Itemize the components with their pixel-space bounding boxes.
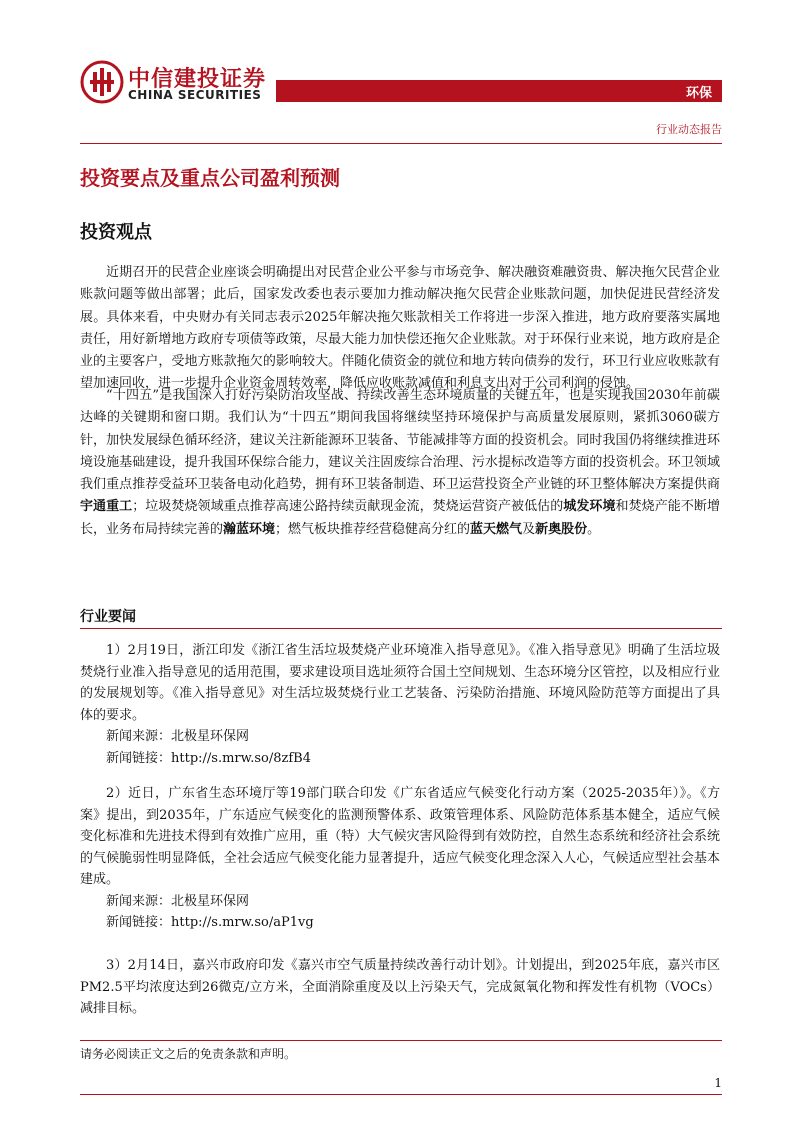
para2-text-6: 。 (587, 521, 601, 537)
company-logo (80, 60, 280, 104)
news-item-3 (80, 955, 720, 1020)
disclaimer: 请务必阅读正文之后的免责条款和声明。 (80, 1047, 297, 1061)
company-hanlan: 瀚蓝环境 (223, 521, 276, 537)
paragraph-1: 近期召开的民营企业座谈会明确提出对民营企业公平参与市场竞争、解决融资难融资贵、解决拖欠民营企业账款问题等做出部署；此后，国家发改委也表示要加力推动解决拖欠民营企业账款问题，加快促进民营经济发展。具体来看，中央财办有关同志表示2025年解决拖欠账款相关工作将进一步深入推进，地方政府要落实属地责任，用好新增地方政府专项债等政策，尽最大能力加快偿还拖欠企业账款。对于环保行业来说，地方政府是企业的主要客户，受地方账款拖欠的影响较大。伴随化债资金的就位和地方转向债券的发行，环卫行业应收账款有望加速回收，进一步提升企业资金周转效率，降低应收账款减值和利息支出对于公司利润的侵蚀。 (80, 265, 720, 392)
news-section-title: 行业要闻 (80, 609, 136, 625)
page-title: 投资要点及重点公司盈利预测 (80, 166, 340, 190)
news-source: 新闻来源：北极星环保网 (106, 893, 250, 909)
section-title: 投资观点 (80, 222, 152, 243)
company-xinao: 新奥股份 (535, 521, 588, 537)
company-lantian: 蓝天燃气 (470, 521, 523, 537)
news-link[interactable]: 新闻链接：http://s.mrw.so/aP1vg (106, 915, 314, 930)
news-text: 1）2月19日，浙江印发《浙江省生活垃圾焚烧产业环境准入指导意见》。《准入指导意见》明确了生活垃圾焚烧行业准入指导意见的适用范围，要求建设项目选址须符合国土空间规划、生态环境分区管控，以及相应行业的发展规划等。《准入指导意见》对生活垃圾焚烧行业工艺装备、污染防治措施、环境风险防范等方面提出了具体的要求。 (80, 643, 720, 723)
para2-text-5: 及 (522, 521, 536, 537)
news-link[interactable]: 新闻链接：http://s.mrw.so/8zfB4 (106, 750, 311, 766)
page-number: 1 (714, 1076, 722, 1090)
news-text: 2）近日，广东省生态环境厅等19部门联合印发《广东省适应气候变化行动方案（2025-2035年）》。《方案》提出，到2035年，广东适应气候变化的监测预警体系、政策管理体系、风险防范体系基本健全，适应气候变化标准和先进技术得到有效推广应用，重（特）大气候灾害风险得到有效防控，自然生态系统和经济社会系统的气候脆弱性明显降低，全社会适应气候变化能力显著提升，适应气候变化理念深入人心，气候适应型社会基本建成。 (80, 786, 720, 887)
company-chengfa: 城发环境 (563, 499, 616, 515)
news-item-1 (80, 640, 720, 769)
news-text: 3）2月14日，嘉兴市政府印发《嘉兴市空气质量持续改善行动计划》。计划提出，到2025年底，嘉兴市区PM2.5平均浓度达到26微克/立方米，全面消除重度及以上污染天气，完成氮氧化物和挥发性有机物（VOCs）减排目标。 (80, 958, 720, 1016)
page-header (0, 0, 802, 150)
para2-text-2: ；垃圾焚烧领域重点推荐高速公路持续贡献现金流，焚烧运营资产被低估的 (132, 499, 564, 515)
para2-text-3: 和焚烧产能不断增长，业务布局持续完善的 (80, 499, 720, 537)
logo-name-cn: 中信建投证券 (128, 67, 267, 92)
citic-logo-icon (80, 60, 124, 104)
news-divider (80, 628, 722, 629)
paragraph-2 (80, 385, 720, 541)
report-type: 行业动态报告 (656, 123, 722, 136)
logo-name-en: CHINA SECURITIES (128, 88, 262, 102)
news-source: 新闻来源：北极星环保网 (106, 729, 250, 744)
footer-divider-bottom (80, 1094, 722, 1095)
para2-text-4: ；燃气板块推荐经营稳健高分红的 (275, 521, 471, 537)
footer-divider (80, 1040, 722, 1041)
news-item-2 (80, 783, 720, 934)
sector-bar (276, 80, 722, 102)
header-divider (80, 143, 722, 144)
para2-text-1: “十四五”是我国深入打好污染防治攻坚战、持续改善生态环境质量的关键五年，也是实现我国2030年前碳达峰的关键期和窗口期。我们认为“十四五”期间我国将继续坚持环境保护与高质量发展原则，紧抓3060碳方针，加快发展绿色循环经济，建议关注新能源环卫装备、节能减排等方面的投资机会。同时我国仍将继续推进环境设施基础建设，提升我国环保综合能力，建议关注固废综合治理、污水提标改造等方面的投资机会。环卫领域我们重点推荐受益环卫装备电动化趋势，拥有环卫装备制造、环卫运营投资全产业链的环卫整体解决方案提供商 (80, 388, 720, 493)
company-yutong: 宇通重工 (80, 499, 133, 515)
sector-label: 环保 (685, 86, 712, 101)
